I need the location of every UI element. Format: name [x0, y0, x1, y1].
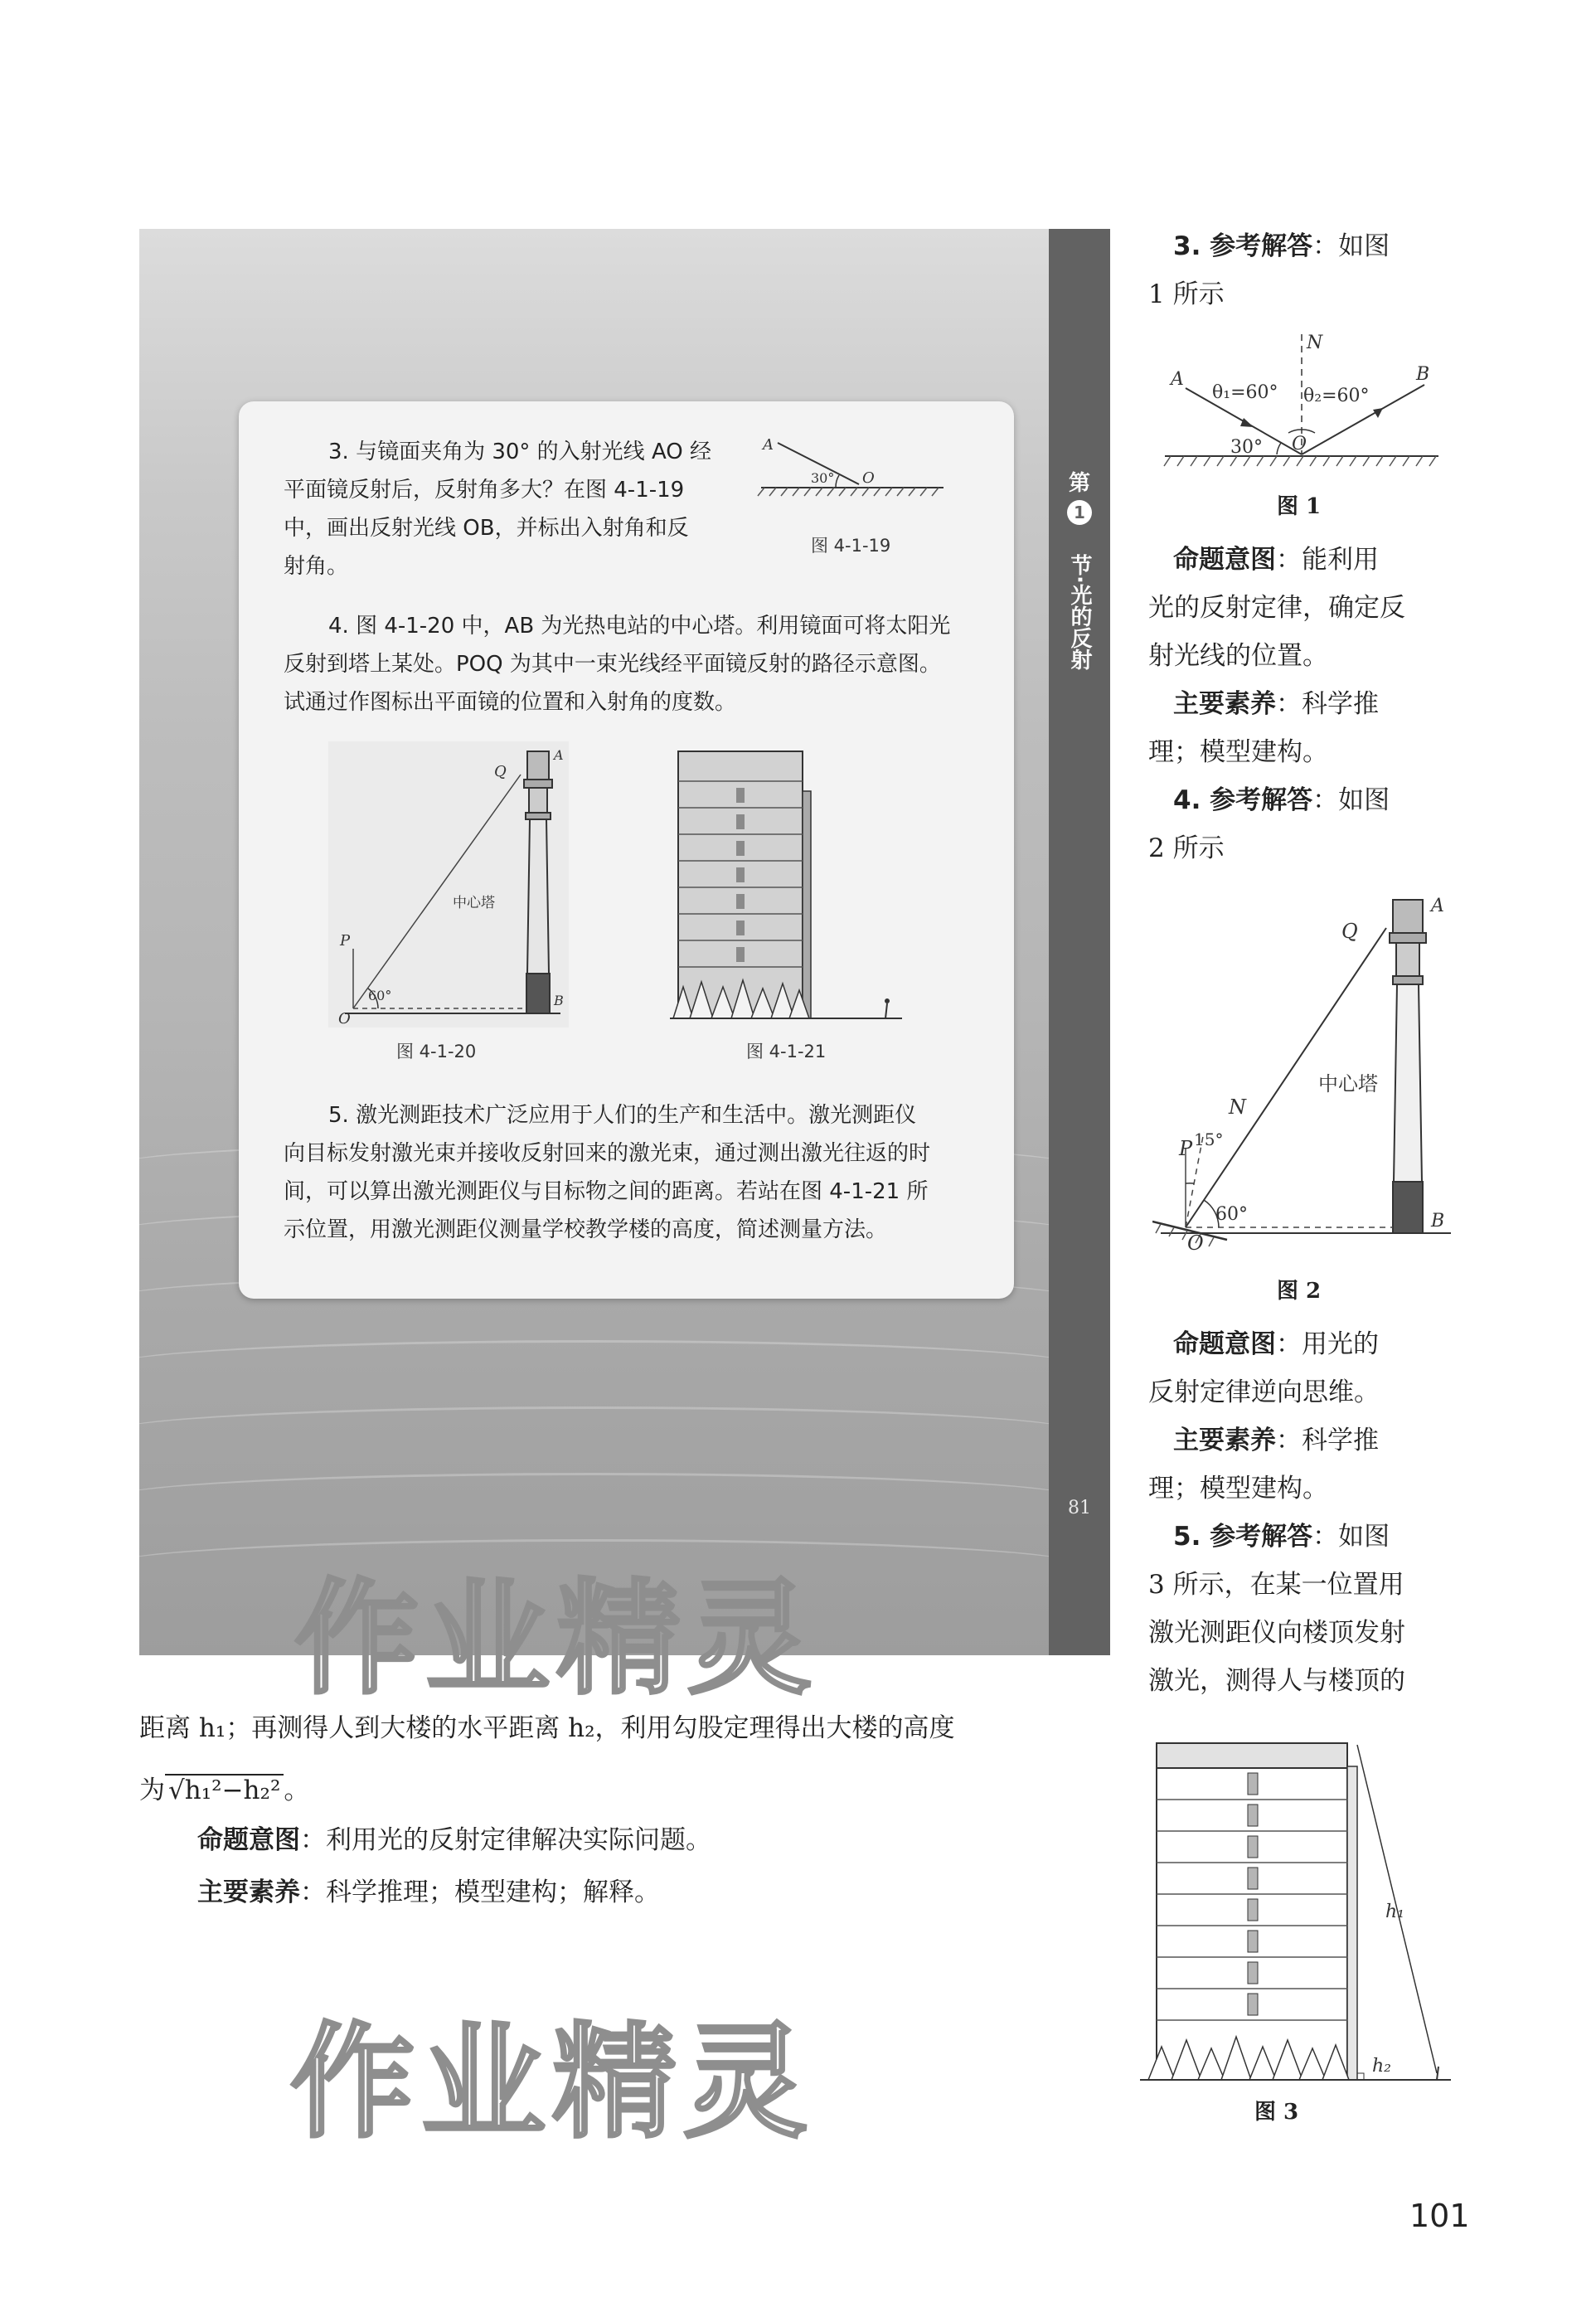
fig2-caption: 图 2 — [1277, 1279, 1322, 1304]
fig20-tower-label: 中心塔 — [453, 895, 495, 911]
fig1-label-B: B — [1416, 364, 1430, 385]
fig20-label-P: P — [340, 932, 351, 950]
answer-5-label: 5. 参考解答 — [1173, 1522, 1313, 1552]
fig20-label-A: A — [554, 747, 564, 763]
q3-line-1: 3. 与镜面夹角为 30° 的入射光线 AO 经 — [328, 440, 712, 464]
answer-5-line2: 3 所示，在某一位置用 — [1148, 1570, 1404, 1600]
q3-line-4: 射角。 — [284, 554, 349, 579]
textbook-page-number: 81 — [1068, 1498, 1091, 1518]
intent-3-label: 命题意图 — [1173, 545, 1276, 575]
fig2-label-Q: Q — [1341, 920, 1358, 943]
intent-3-line3: 射光线的位置。 — [1148, 641, 1328, 671]
fig1-theta1: θ₁=60° — [1212, 382, 1278, 403]
fig2-label-N: N — [1229, 1095, 1246, 1119]
figure-1 — [1161, 330, 1443, 475]
fig1-caption: 图 1 — [1277, 494, 1322, 519]
intent-4 — [1173, 1320, 1472, 1368]
q4-line-3: 试通过作图标出平面镜的位置和入射角的度数。 — [284, 690, 737, 715]
competence-3-line2: 理；模型建构。 — [1148, 737, 1328, 767]
sidebar-title-rest: 节·光的反射 — [1067, 554, 1092, 670]
answer-3-label: 3. 参考解答 — [1173, 231, 1313, 261]
answer-5-continued-line2 — [139, 1766, 309, 1814]
answer-5-tail: ：如图 — [1312, 1522, 1390, 1552]
fig20-label-O: O — [338, 1010, 351, 1027]
figure-3 — [1123, 1733, 1455, 2090]
q3-line-3: 中，画出反射光线 OB，并标出入射角和反 — [284, 516, 689, 541]
competence-5-text: ：科学推理；模型建构；解释。 — [300, 1878, 660, 1907]
intent-5 — [197, 1816, 711, 1864]
answer-3-title — [1173, 222, 1472, 270]
answer-5-title — [1173, 1513, 1472, 1561]
intent-3-text-1: ：能利用 — [1276, 545, 1379, 575]
formula-suffix: 。 — [284, 1776, 310, 1805]
fig2-label-A: A — [1431, 896, 1444, 916]
fig19-angle: 30° — [811, 470, 835, 486]
fig20-label-Q: Q — [494, 763, 507, 780]
answer-4-label: 4. 参考解答 — [1173, 785, 1313, 815]
fig1-angle: 30° — [1230, 437, 1263, 458]
competence-4-label: 主要素养 — [1173, 1426, 1276, 1455]
sidebar-title-top: 第 — [1068, 471, 1090, 496]
figure-4-1-21 — [645, 741, 910, 1032]
q3-line-2: 平面镜反射后，反射角多大？在图 4-1-19 — [284, 478, 685, 503]
intent-5-label: 命题意图 — [197, 1825, 300, 1855]
figure-4-1-19 — [753, 435, 952, 526]
q4-line-2: 反射到塔上某处。POQ 为其中一束光线经平面镜反射的路径示意图。 — [284, 652, 941, 677]
fig2-angle-15: 15° — [1194, 1129, 1224, 1149]
fig3-caption: 图 3 — [1254, 2100, 1299, 2125]
fig21-caption: 图 4-1-21 — [746, 1042, 827, 1061]
section-number-badge: 1 — [1067, 500, 1092, 525]
answer-4-line2: 2 所示 — [1148, 833, 1225, 863]
intent-3 — [1173, 536, 1472, 584]
fig3-label-h2: h₂ — [1372, 2056, 1391, 2077]
sidebar-title — [1049, 469, 1110, 695]
fig20-angle: 60° — [368, 988, 392, 1003]
fig19-label-O: O — [862, 469, 875, 487]
figure-4-1-20 — [328, 741, 569, 1032]
intent-4-text-1: ：用光的 — [1276, 1329, 1379, 1359]
competence-4 — [1173, 1416, 1472, 1465]
fig19-caption: 图 4-1-19 — [811, 536, 891, 556]
competence-3-text-1: ：科学推 — [1276, 689, 1379, 719]
competence-4-line2: 理；模型建构。 — [1148, 1474, 1328, 1503]
page-number: 101 — [1409, 2198, 1470, 2234]
intent-4-label: 命题意图 — [1173, 1329, 1276, 1359]
q5-line-4: 示位置，用激光测距仪测量学校教学楼的高度，简述测量方法。 — [284, 1217, 888, 1242]
q5-line-3: 间，可以算出激光测距仪与目标物之间的距离。若站在图 4-1-21 所 — [284, 1179, 929, 1204]
competence-3 — [1173, 680, 1472, 728]
q5-line-2: 向目标发射激光束并接收反射回来的激光束，通过测出激光往返的时 — [284, 1141, 931, 1166]
answer-5-continued-line1: 距离 h₁；再测得人到大楼的水平距离 h₂，利用勾股定理得出大楼的高度 — [139, 1713, 955, 1743]
watermark-bottom: 作业精灵 — [290, 2011, 815, 2155]
fig2-angle-60: 60° — [1215, 1204, 1248, 1225]
chapter-sidebar — [1049, 229, 1110, 1655]
competence-4-text-1: ：科学推 — [1276, 1426, 1379, 1455]
fig1-label-N: N — [1307, 333, 1323, 353]
answer-4-tail: ：如图 — [1312, 785, 1390, 815]
intent-4-line2: 反射定律逆向思维。 — [1148, 1377, 1380, 1407]
fig19-label-A: A — [763, 436, 774, 454]
q5-line-1: 5. 激光测距技术广泛应用于人们的生产和生活中。激光测距仪 — [328, 1103, 917, 1128]
fig2-label-O: O — [1187, 1231, 1204, 1255]
competence-5-label: 主要素养 — [197, 1878, 300, 1907]
figure-2 — [1152, 891, 1459, 1256]
answer-5-line3: 激光测距仪向楼顶发射 — [1148, 1618, 1405, 1648]
intent-5-text: ：利用光的反射定律解决实际问题。 — [300, 1825, 711, 1855]
watermark-top: 作业精灵 — [294, 1567, 819, 1712]
height-formula: √h₁²−h₂² — [165, 1774, 284, 1805]
fig2-tower-label: 中心塔 — [1318, 1072, 1378, 1095]
fig1-label-O: O — [1292, 434, 1307, 454]
fig1-label-A: A — [1171, 369, 1184, 390]
answer-3-line2: 1 所示 — [1148, 279, 1225, 309]
fig20-label-B: B — [554, 993, 564, 1008]
exercise-card — [239, 401, 1014, 1299]
competence-3-label: 主要素养 — [1173, 689, 1276, 719]
answer-3-tail: ：如图 — [1312, 231, 1390, 261]
answer-5-line4: 激光，测得人与楼顶的 — [1148, 1666, 1405, 1696]
fig3-label-h1: h₁ — [1385, 1902, 1404, 1922]
competence-5 — [197, 1868, 660, 1916]
fig20-caption: 图 4-1-20 — [396, 1042, 477, 1061]
q4-line-1: 4. 图 4-1-20 中，AB 为光热电站的中心塔。利用镜面可将太阳光 — [328, 614, 951, 639]
answer-4-title — [1173, 776, 1472, 824]
intent-3-line2: 光的反射定律，确定反 — [1148, 593, 1405, 623]
fig2-label-B: B — [1431, 1211, 1445, 1231]
formula-prefix: 为 — [139, 1776, 165, 1805]
fig1-theta2: θ₂=60° — [1303, 386, 1370, 406]
fig2-label-P: P — [1179, 1137, 1193, 1160]
